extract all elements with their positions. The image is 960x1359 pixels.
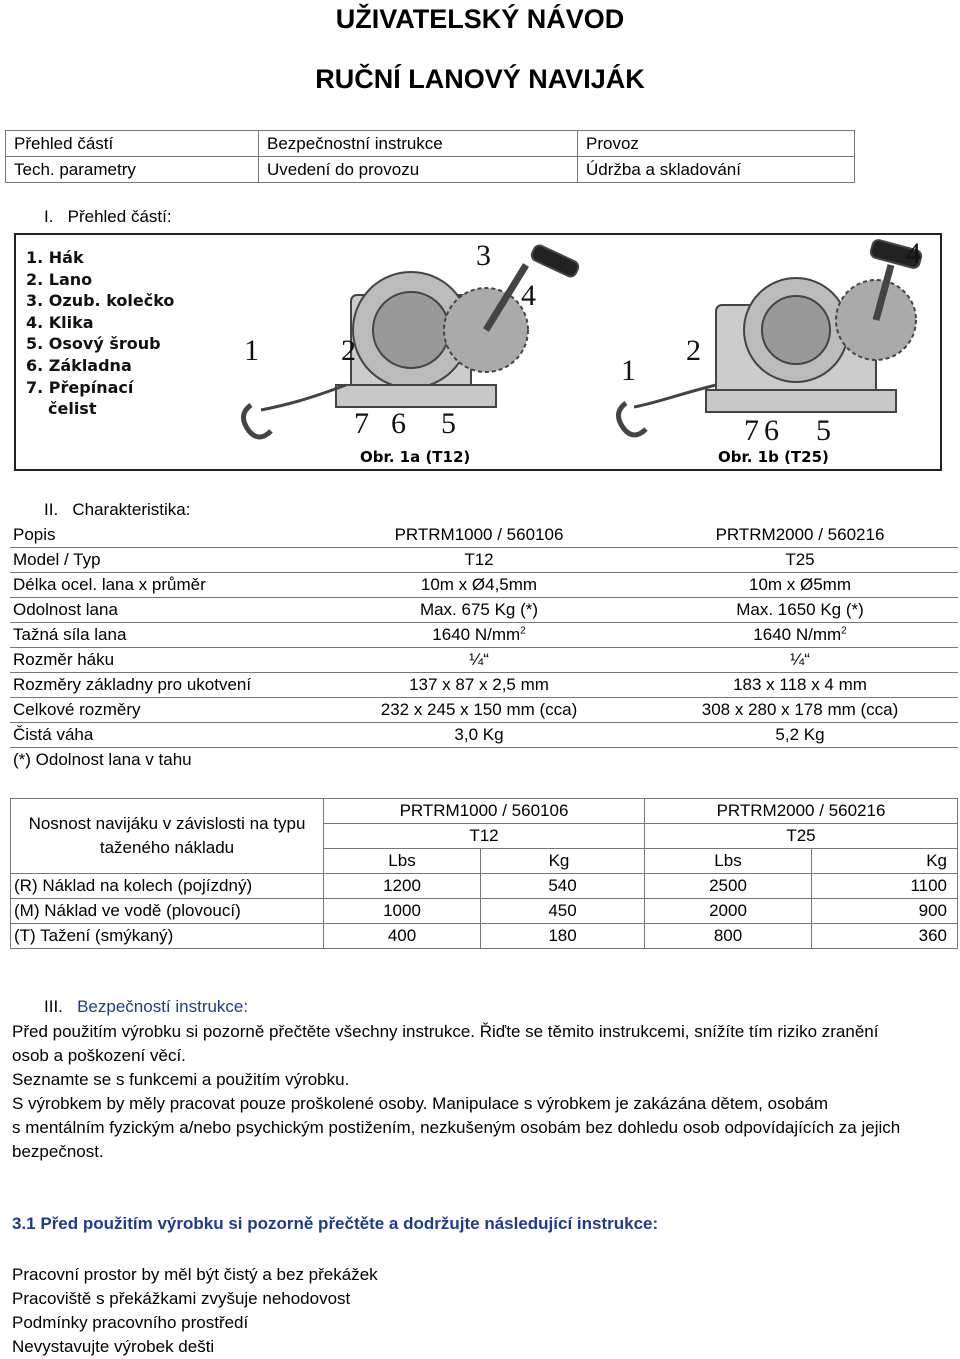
- load-value: 400: [324, 924, 481, 949]
- legend-item: 7. Přepínací: [26, 377, 134, 397]
- table-row: [10, 723, 958, 748]
- contents-cell: Uvedení do provozu: [259, 157, 578, 183]
- legend-item: 1. Hák: [26, 248, 84, 267]
- subsection-heading-3-1: 3.1 Před použitím výrobku si pozorně přečtěte a dodržujte následující instrukce:: [12, 1214, 659, 1233]
- table-row: [11, 874, 958, 899]
- value-text: 1640 N/mm: [753, 625, 842, 644]
- table-row: [10, 523, 958, 548]
- load-capacity-table: [10, 798, 958, 949]
- spec-value-t12: 137 x 87 x 2,5 mm: [316, 673, 642, 698]
- callout-7: 7: [354, 407, 369, 440]
- callout-2: 2: [341, 334, 356, 367]
- spec-value-t12: 3,0 Kg: [316, 723, 642, 748]
- callout-5: 5: [441, 407, 456, 440]
- load-value: 540: [481, 874, 645, 899]
- value-text: 1640 N/mm: [432, 625, 521, 644]
- spec-label: Odolnost lana: [10, 598, 316, 623]
- spec-label: Popis: [10, 523, 316, 548]
- winch-drawings: [16, 235, 940, 469]
- list-item: Nevystavujte výrobek dešti: [12, 1337, 215, 1356]
- table-row: [11, 799, 958, 824]
- load-value: 800: [645, 924, 812, 949]
- safety-paragraph: [12, 1020, 900, 1164]
- callout-7: 7: [744, 414, 759, 447]
- spec-value-t12: T12: [316, 548, 642, 573]
- load-value: 1000: [324, 899, 481, 924]
- spec-table: [10, 523, 958, 748]
- text-line: bezpečnost.: [12, 1142, 104, 1161]
- section-title: Bezpečností instrukce:: [77, 997, 249, 1016]
- load-value: 2500: [645, 874, 812, 899]
- spec-label: Délka ocel. lana x průměr: [10, 573, 316, 598]
- load-model-t12: PRTRM1000 / 560106: [324, 799, 645, 824]
- contents-table: [5, 130, 855, 183]
- callout-6: 6: [764, 414, 779, 447]
- spec-label: Model / Typ: [10, 548, 316, 573]
- list-item: Podmínky pracovního prostředí: [12, 1313, 249, 1332]
- winch-t12-illustration: [243, 244, 580, 437]
- text-line: Seznamte se s funkcemi a použitím výrobku.: [12, 1070, 350, 1089]
- contents-cell: Přehled částí: [6, 131, 259, 157]
- parts-figure: [14, 233, 942, 471]
- spec-value-t12: 10m x Ø4,5mm: [316, 573, 642, 598]
- unit-header: Kg: [812, 849, 958, 874]
- instructions-list: [12, 1263, 378, 1359]
- spec-value-t12: 232 x 245 x 150 mm (cca): [316, 698, 642, 723]
- callout-1: 1: [244, 334, 259, 367]
- legend-item: 5. Osový šroub: [26, 334, 161, 354]
- contents-cell: Tech. parametry: [6, 157, 259, 183]
- spec-value-t25: ¼“: [642, 648, 958, 673]
- callout-1: 1: [621, 354, 636, 387]
- load-value: 450: [481, 899, 645, 924]
- load-header-label: [11, 799, 324, 874]
- text-line: osob a poškození věcí.: [12, 1046, 186, 1065]
- callout-4: 4: [906, 237, 921, 270]
- list-item: Pracovní prostor by měl být čistý a bez překážek: [12, 1265, 378, 1284]
- spec-label: Rozměry základny pro ukotvení: [10, 673, 316, 698]
- load-value: 2000: [645, 899, 812, 924]
- spec-label: Tažná síla lana: [10, 623, 316, 648]
- legend-item: 4. Klika: [26, 312, 94, 332]
- unit-header: Lbs: [324, 849, 481, 874]
- text-line: Před použitím výrobku si pozorně přečtěte všechny instrukce. Řiďte se těmito instrukcemi, snížíte tím riziko zranění: [12, 1022, 879, 1041]
- spec-value-t25: 308 x 280 x 178 mm (cca): [642, 698, 958, 723]
- load-model-t25: PRTRM2000 / 560216: [645, 799, 958, 824]
- spec-value-t25: [642, 623, 958, 648]
- load-type-t25: T25: [645, 824, 958, 849]
- legend-item: 2. Lano: [26, 269, 93, 289]
- section-title: Přehled částí:: [67, 207, 172, 226]
- table-row: [10, 598, 958, 623]
- contents-cell: Údržba a skladování: [578, 157, 855, 183]
- spec-value-t25: 183 x 118 x 4 mm: [642, 673, 958, 698]
- text-line: s mentálním fyzickým a/nebo psychickým postižením, nezkušeným osobám bez dohledu osob odpovídajících za jejich: [12, 1118, 901, 1137]
- table-row: [10, 623, 958, 648]
- table-row: [10, 698, 958, 723]
- contents-cell: Provoz: [578, 131, 855, 157]
- load-value: 1100: [812, 874, 958, 899]
- load-label-line: taženého nákladu: [99, 838, 235, 857]
- spec-value-t25: 10m x Ø5mm: [642, 573, 958, 598]
- section-number: III.: [44, 997, 63, 1016]
- text-line: S výrobkem by měly pracovat pouze proškolené osoby. Manipulace s výrobkem je zakázána dětem, osobám: [12, 1094, 829, 1113]
- spec-value-t12: Max. 675 Kg (*): [316, 598, 642, 623]
- spec-value-t25: T25: [642, 548, 958, 573]
- load-label: (T) Tažení (smýkaný): [11, 924, 324, 949]
- document-title: UŽIVATELSKÝ NÁVOD: [335, 4, 625, 34]
- table-row: [10, 573, 958, 598]
- document-subtitle: RUČNÍ LANOVÝ NAVIJÁK: [315, 64, 645, 94]
- unit-header: Kg: [481, 849, 645, 874]
- contents-row: [6, 131, 855, 157]
- contents-cell: Bezpečnostní instrukce: [259, 131, 578, 157]
- superscript: 2: [520, 625, 526, 637]
- load-value: 1200: [324, 874, 481, 899]
- spec-label: Rozměr háku: [10, 648, 316, 673]
- spec-value-t25: PRTRM2000 / 560216: [642, 523, 958, 548]
- winch-t25-illustration: [618, 239, 922, 435]
- spec-value-t12: ¼“: [316, 648, 642, 673]
- section-heading-2: [44, 500, 190, 520]
- section-number: I.: [44, 207, 54, 226]
- spec-label: Čistá váha: [10, 723, 316, 748]
- legend-item: čelist: [48, 399, 97, 419]
- legend-item: 6. Základna: [26, 355, 132, 375]
- list-item: Pracoviště s překážkami zvyšuje nehodovost: [12, 1289, 351, 1308]
- callout-3: 3: [476, 239, 491, 272]
- spec-value-t25: 5,2 Kg: [642, 723, 958, 748]
- callout-2: 2: [686, 334, 701, 367]
- load-value: 180: [481, 924, 645, 949]
- spec-label: Celkové rozměry: [10, 698, 316, 723]
- table-row: [11, 924, 958, 949]
- load-label-line: Nosnost navijáku v závislosti na typu: [28, 814, 306, 833]
- load-value: 900: [812, 899, 958, 924]
- callout-4: 4: [521, 279, 536, 312]
- section-heading-3: [44, 997, 248, 1017]
- callout-5: 5: [816, 414, 831, 447]
- spec-value-t12: PRTRM1000 / 560106: [316, 523, 642, 548]
- load-type-t12: T12: [324, 824, 645, 849]
- table-row: [11, 899, 958, 924]
- superscript: 2: [841, 625, 847, 637]
- figure-caption-1b: Obr. 1b (T25): [718, 448, 829, 466]
- section-heading-1: [44, 207, 172, 227]
- load-value: 360: [812, 924, 958, 949]
- unit-header: Lbs: [645, 849, 812, 874]
- load-label: (R) Náklad na kolech (pojízdný): [11, 874, 324, 899]
- load-label: (M) Náklad ve vodě (plovoucí): [11, 899, 324, 924]
- legend-item: 3. Ozub. kolečko: [26, 291, 175, 311]
- table-row: [10, 548, 958, 573]
- section-title: Charakteristika:: [72, 500, 191, 519]
- spec-value-t25: Max. 1650 Kg (*): [642, 598, 958, 623]
- spec-footnote: (*) Odolnost lana v tahu: [13, 750, 192, 769]
- section-number: II.: [44, 500, 59, 519]
- contents-row: [6, 157, 855, 183]
- table-row: [10, 648, 958, 673]
- table-row: [10, 673, 958, 698]
- spec-value-t12: [316, 623, 642, 648]
- figure-caption-1a: Obr. 1a (T12): [360, 448, 471, 466]
- callout-6: 6: [391, 407, 406, 440]
